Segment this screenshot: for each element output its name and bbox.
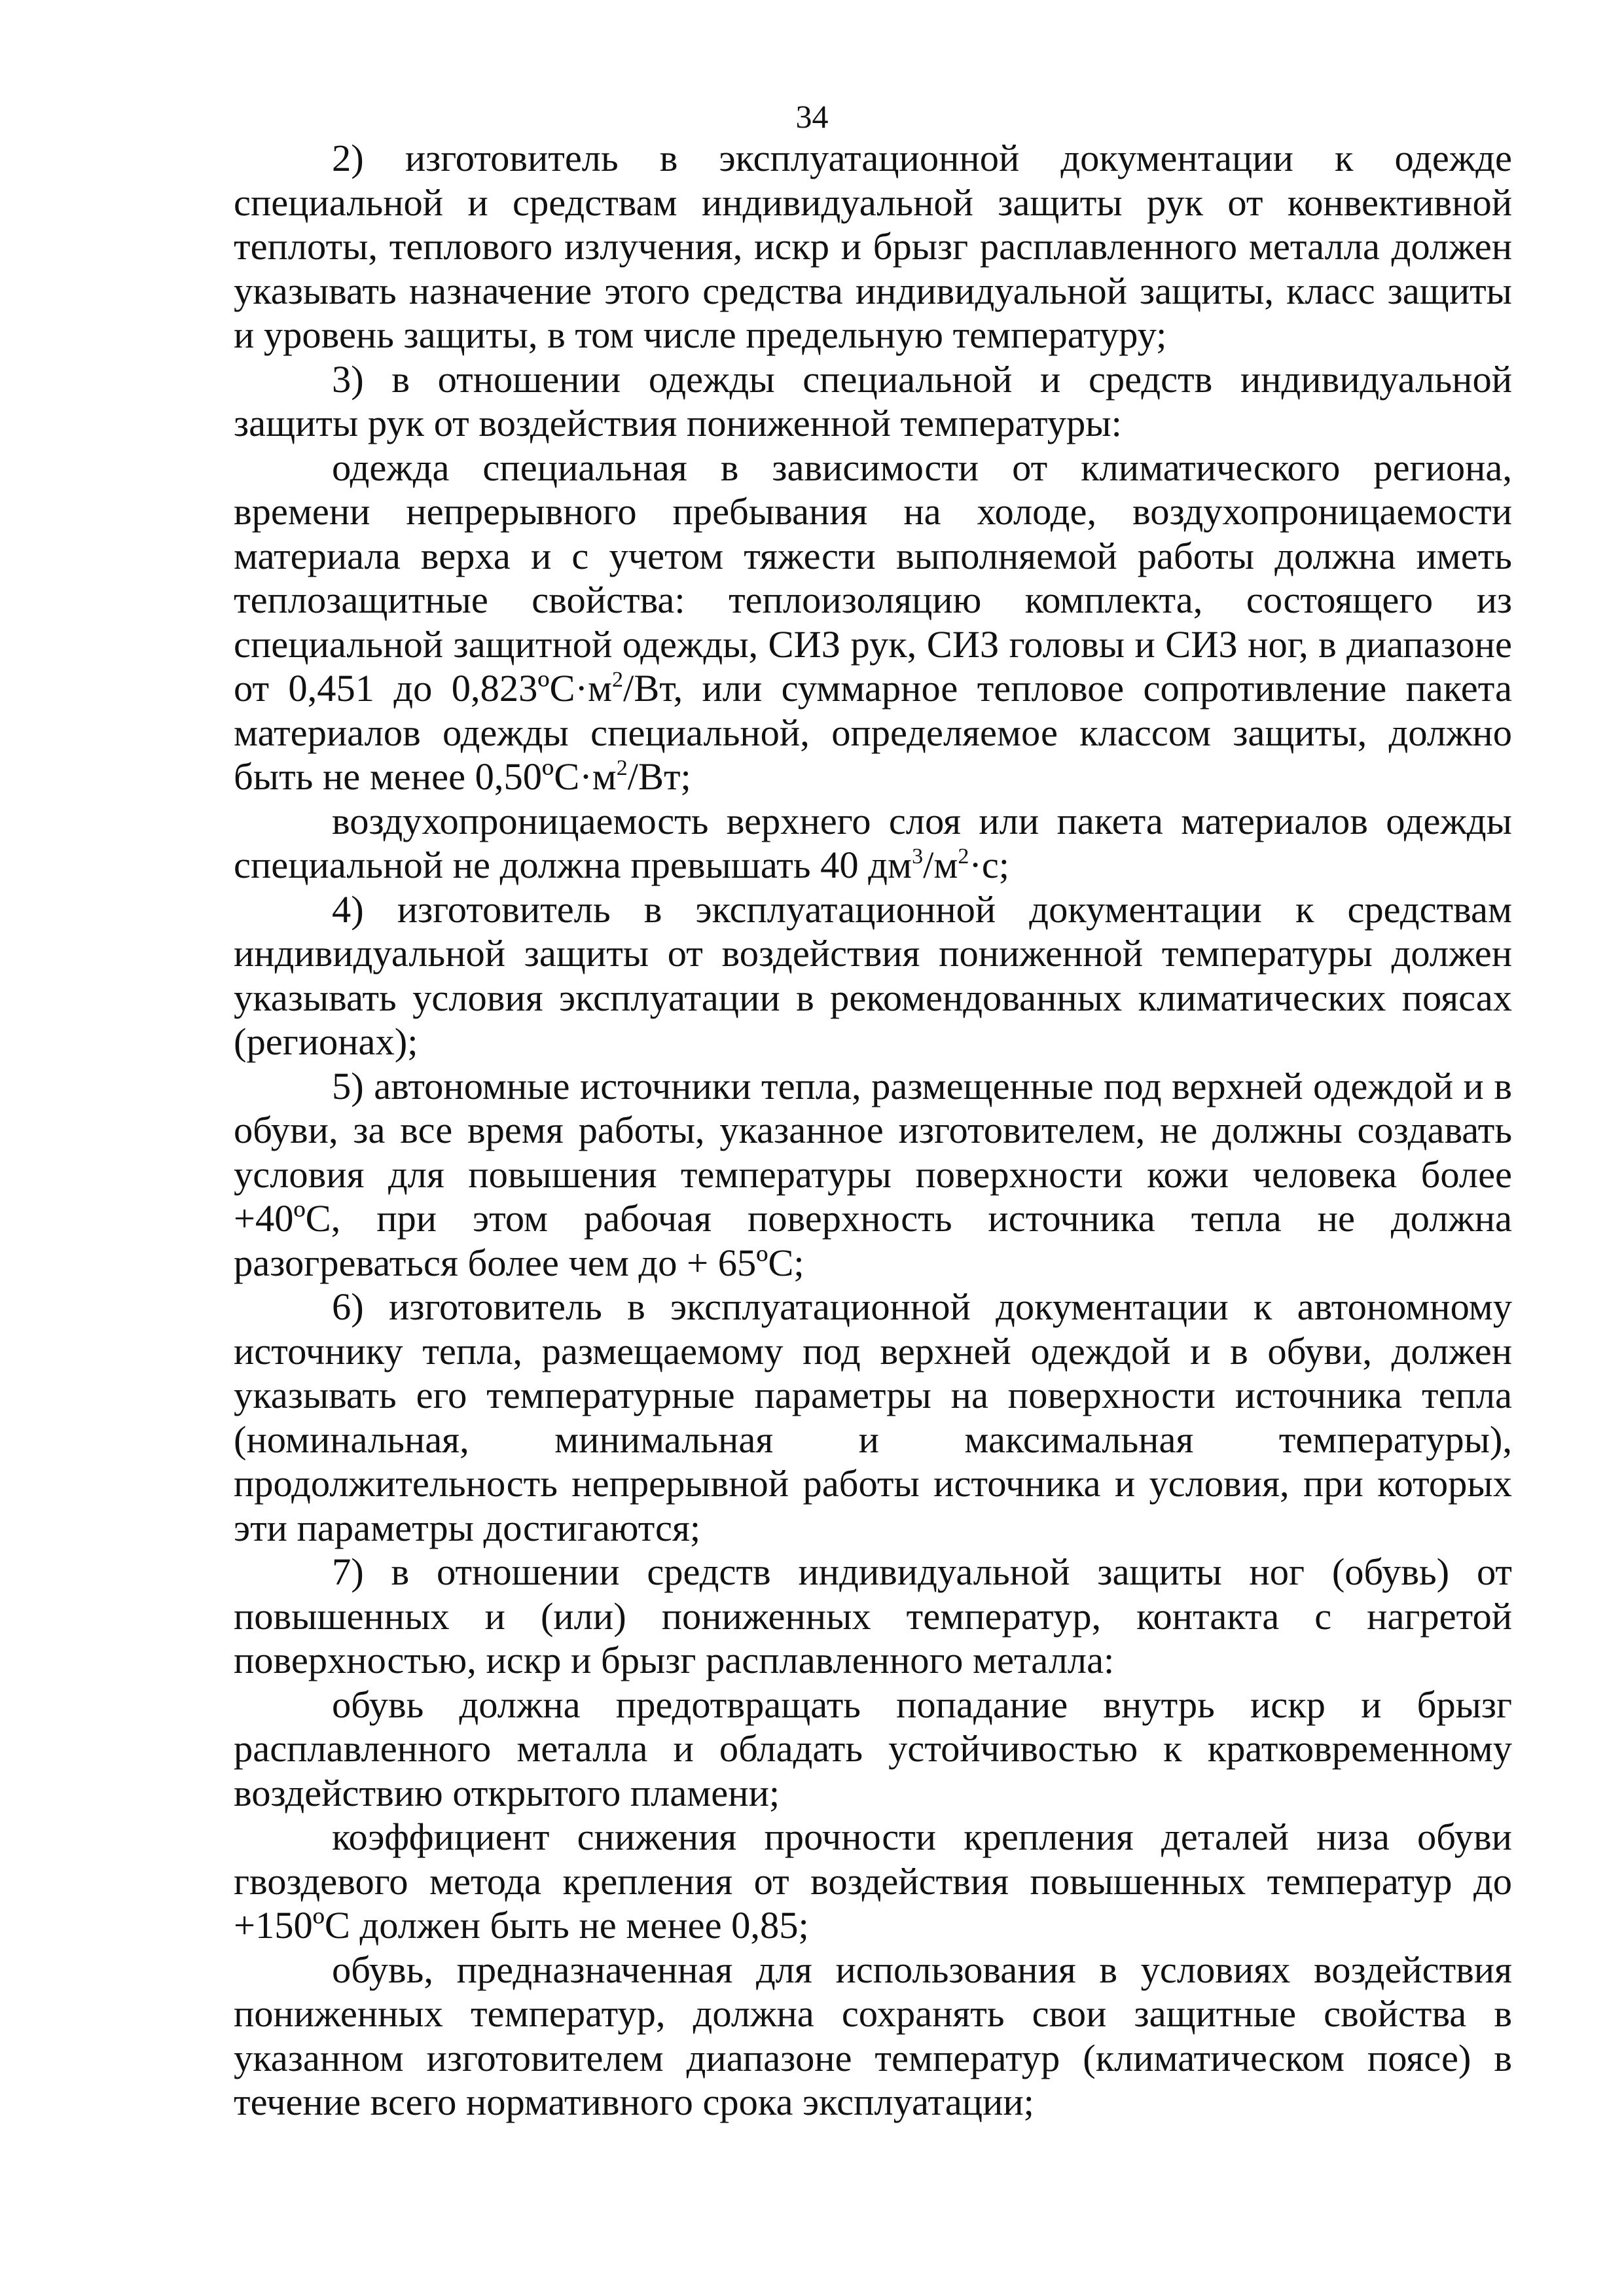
paragraph-text: 4) изготовитель в эксплуатационной документации к средствам индивидуальной защиты от воздействия пониженной температуры должен указывать условия эксплуатации в рекомендованных климатических поясах (регионах); (234, 888, 1512, 1063)
paragraph-p11 (234, 1948, 1512, 2125)
paragraph-p4 (234, 799, 1512, 888)
paragraph-p6 (234, 1064, 1512, 1285)
paragraph-text: 3) в отношении одежды специальной и средств индивидуальной защиты рук от воздействия пониженной температуры: (234, 357, 1512, 444)
paragraph-text: одежда специальная в зависимости от климатического региона, времени непрерывного пребывания на холоде, воздухопроницаемости материала верха и с учетом тяжести выполняемой работы должна иметь теплозащитные свойства: теплоизоляцию комплекта, состоящего из специальной защитной одежды, СИЗ рук, СИЗ головы и СИЗ ног, в диапазоне от 0,451 до 0,823ºС·м (234, 446, 1512, 709)
paragraph-p5 (234, 888, 1512, 1064)
paragraph-p1 (234, 136, 1512, 357)
superscript: 2 (958, 844, 969, 869)
paragraph-p8 (234, 1550, 1512, 1683)
paragraph-text: 5) автономные источники тепла, размещенные под верхней одеждой и в обуви, за все время работы, указанное изготовителем, не должны создавать условия для повышения температуры поверхности кожи человека более +40ºС, при этом рабочая поверхность источника тепла не должна разогреваться более чем до + 65ºС; (234, 1064, 1512, 1284)
paragraph-p3 (234, 446, 1512, 799)
paragraph-text: 7) в отношении средств индивидуальной защиты ног (обувь) от повышенных и (или) пониженных температур, контакта с нагретой поверхностью, искр и брызг расплавленного металла: (234, 1551, 1512, 1681)
paragraph-text: воздухопроницаемость верхнего слоя или пакета материалов одежды специальной не должна превышать 40 дм (234, 799, 1512, 886)
paragraph-p2 (234, 357, 1512, 446)
paragraph-text: /м (923, 844, 958, 886)
paragraph-text: /Вт; (627, 755, 691, 798)
paragraph-text: коэффициент снижения прочности крепления деталей низа обуви гвоздевого метода крепления от воздействия повышенных температур до +150ºС должен быть не менее 0,85; (234, 1816, 1512, 1946)
paragraph-p9 (234, 1683, 1512, 1816)
paragraph-text: ·с; (969, 844, 1010, 886)
paragraph-text: 2) изготовитель в эксплуатационной документации к одежде специальной и средствам индивидуальной защиты рук от конвективной теплоты, теплового излучения, искр и брызг расплавленного металла должен указывать назначение этого средства индивидуальной защиты, класс защиты и уровень защиты, в том числе предельную температуру; (234, 137, 1512, 356)
superscript: 2 (616, 756, 628, 780)
paragraph-text: обувь, предназначенная для использования в условиях воздействия пониженных температур, должна сохранять свои защитные свойства в указанном изготовителем диапазоне температур (климатическом поясе) в течение всего нормативного срока эксплуатации; (234, 1948, 1512, 2123)
paragraph-text: обувь должна предотвращать попадание внутрь искр и брызг расплавленного металла и обладать устойчивостью к кратковременному воздействию открытого пламени; (234, 1683, 1512, 1814)
paragraph-p7 (234, 1285, 1512, 1550)
superscript: 2 (612, 668, 624, 692)
page-number: 34 (795, 98, 829, 135)
paragraph-p10 (234, 1815, 1512, 1948)
document-body (234, 136, 1512, 2125)
paragraph-text: /Вт, или суммарное тепловое сопротивление пакета материалов одежды специальной, определяемое классом защиты, должно быть не менее 0,50ºС·м (234, 667, 1513, 798)
paragraph-text: 6) изготовитель в эксплуатационной документации к автономному источнику тепла, размещаемому под верхней одеждой и в обуви, должен указывать его температурные параметры на поверхности источника тепла (номинальная, минимальная и максимальная температуры), продолжительность непрерывной работы источника и условия, при которых эти параметры достигаются; (234, 1285, 1512, 1549)
superscript: 3 (912, 844, 924, 869)
